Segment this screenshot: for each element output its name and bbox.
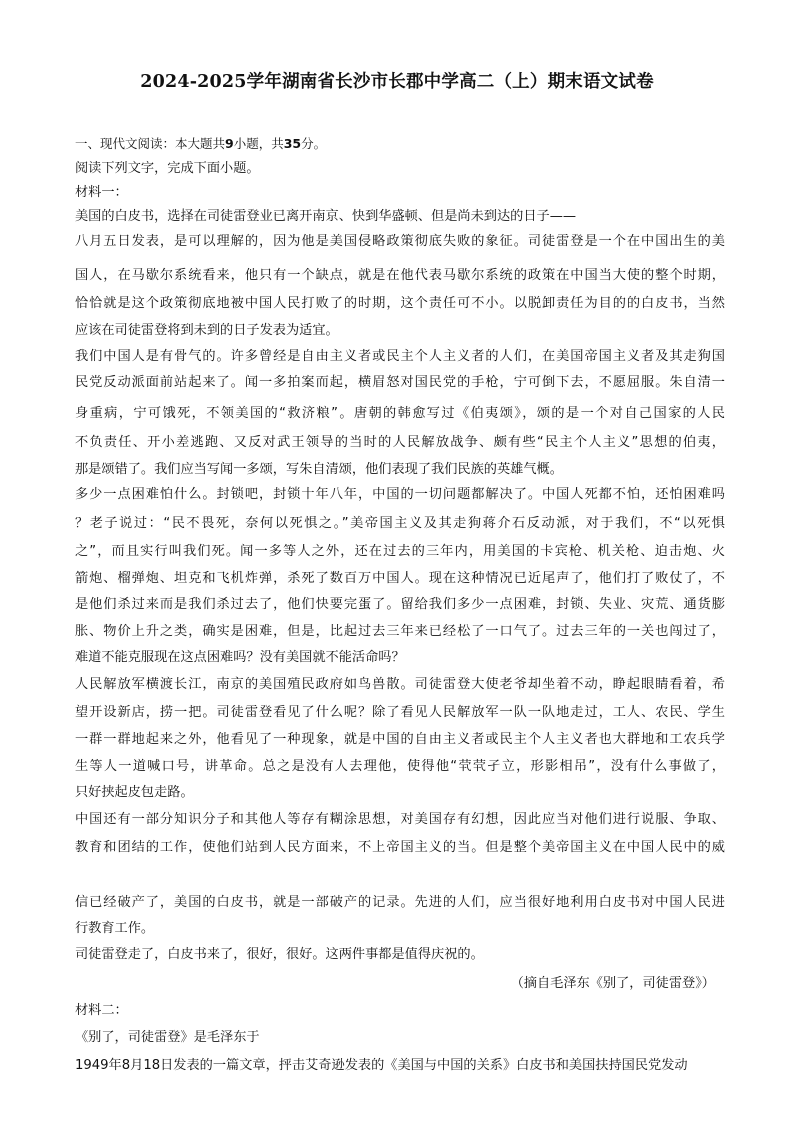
text-line: 是他们杀过来而是我们杀过去了，他们快要完蛋了。留给我们多少一点困难，封锁、失业、灾荒、通货膨 xyxy=(75,597,725,612)
question-count: 9 xyxy=(225,136,234,151)
material-two-label: 材料二： xyxy=(75,1003,128,1018)
text-line: 司徒雷登走了，白皮书来了，很好，很好。这两件事都是值得庆祝的。 xyxy=(75,947,484,962)
text-line: 行教育工作。 xyxy=(75,921,155,936)
text-line: 教育和团结的工作，使他们站到人民方面来，不上帝国主义的当。但是整个美帝国主义在中国人民中的威 xyxy=(75,840,725,855)
section-heading-prefix: 一、现代文阅读：本大题共 xyxy=(75,136,226,151)
text-line: 我们中国人是有骨气的。许多曾经是自由主义者或民主个人主义者的人们，在美国帝国主义者及其走狗国 xyxy=(75,349,725,364)
text-line: 不负责任、开小差逃跑、又反对武王领导的当时的人民解放战争、颇有些“民主个人主义”思想的伯夷， xyxy=(75,435,725,450)
text-line: 望开设新店，捞一把。司徒雷登看见了什么呢？除了看见人民解放军一队一队地走过，工人、农民、学生 xyxy=(75,705,725,720)
page-title: 2024-2025学年湖南省长沙市长郡中学高二（上）期末语文试卷 xyxy=(140,72,654,92)
text-line: 一群一群地起来之外，他看见了一种现象，就是中国的自由主义者或民主个人主义者也大群地和工农兵学 xyxy=(75,732,725,747)
text-line: 恰恰就是这个政策彻底地被中国人民打败了的时期，这个责任可不小。以脱卸责任为目的的白皮书，当然 xyxy=(75,296,725,311)
text-line: 国人，在马歇尔系统看来，他只有一个缺点，就是在他代表马歇尔系统的政策在中国当大使的整个时期， xyxy=(75,268,725,283)
text-line: 身重病，宁可饿死，不领美国的“救济粮”。唐朝的韩愈写过《伯夷颂》，颂的是一个对自己国家的人民 xyxy=(75,406,725,421)
source-citation: （摘自毛泽东《别了，司徒雷登》） xyxy=(510,976,715,991)
section-heading-suffix: 分。 xyxy=(301,136,327,151)
text-line: 美国的白皮书，选择在司徒雷登业已离开南京、快到华盛顿、但是尚未到达的日子—— xyxy=(75,209,577,224)
text-line: 那是颂错了。我们应当写闻一多颂，写朱自清颂，他们表现了我们民族的英雄气概。 xyxy=(75,462,563,477)
text-line: ？老子说过：“民不畏死，奈何以死惧之。”美帝国主义及其走狗蒋介石反动派，对于我们，不“以死惧 xyxy=(75,516,725,531)
text-line: 中国还有一部分知识分子和其他人等存有糊涂思想，对美国存有幻想，因此应当对他们进行说服、争取、 xyxy=(75,812,725,827)
instruction-line: 阅读下列文字，完成下面小题。 xyxy=(75,161,260,176)
text-line: 胀、物价上升之类，确实是困难，但是，比起过去三年来已经松了一口气了。过去三年的一关也闯过了， xyxy=(75,624,725,639)
text-line: 箭炮、榴弹炮、坦克和飞机炸弹，杀死了数百万中国人。现在这种情况已近尾声了，他们打了败仗了，不 xyxy=(75,571,725,586)
text-line: 多少一点困难怕什么。封锁吧，封锁十年八年，中国的一切问题都解决了。中国人死都不怕，还怕困难吗 xyxy=(75,487,725,502)
section-heading-middle: 小题，共 xyxy=(233,136,284,151)
text-line: 生等人一道喊口号，讲革命。总之是没有人去理他，使得他“茕茕孑立，形影相吊”，没有什么事做了， xyxy=(75,759,725,774)
text-line: 《别了，司徒雷登》是毛泽东于 xyxy=(75,1030,260,1045)
total-score: 35 xyxy=(283,136,302,151)
text-line: 1949年8月18日发表的一篇文章，抨击艾奇逊发表的《美国与中国的关系》白皮书和美国扶持国民党发动 xyxy=(75,1058,688,1073)
text-line: 难道不能克服现在这点困难吗？没有美国就不能活命吗？ xyxy=(75,650,405,665)
text-line: 八月五日发表，是可以理解的，因为他是美国侵略政策彻底失败的象征。司徒雷登是一个在中国出生的美 xyxy=(75,234,725,249)
text-line: 之”，而且实行叫我们死。闻一多等人之外，还在过去的三年内，用美国的卡宾枪、机关枪、迫击炮、火 xyxy=(75,544,725,559)
text-line: 人民解放军横渡长江，南京的美国殖民政府如鸟兽散。司徒雷登大使老爷却坐着不动，睁起眼睛看着，希 xyxy=(75,677,725,692)
text-line: 信已经破产了，美国的白皮书，就是一部破产的记录。先进的人们，应当很好地利用白皮书对中国人民进 xyxy=(75,895,725,910)
section-heading xyxy=(75,134,725,154)
text-line: 只好挟起皮包走路。 xyxy=(75,785,194,800)
material-one-label: 材料一： xyxy=(75,185,128,200)
text-line: 应该在司徒雷登将到未到的日子发表为适宜。 xyxy=(75,323,339,338)
text-line: 民党反动派面前站起来了。闻一多拍案而起，横眉怒对国民党的手枪，宁可倒下去，不愿屈服。朱自清一 xyxy=(75,375,725,390)
